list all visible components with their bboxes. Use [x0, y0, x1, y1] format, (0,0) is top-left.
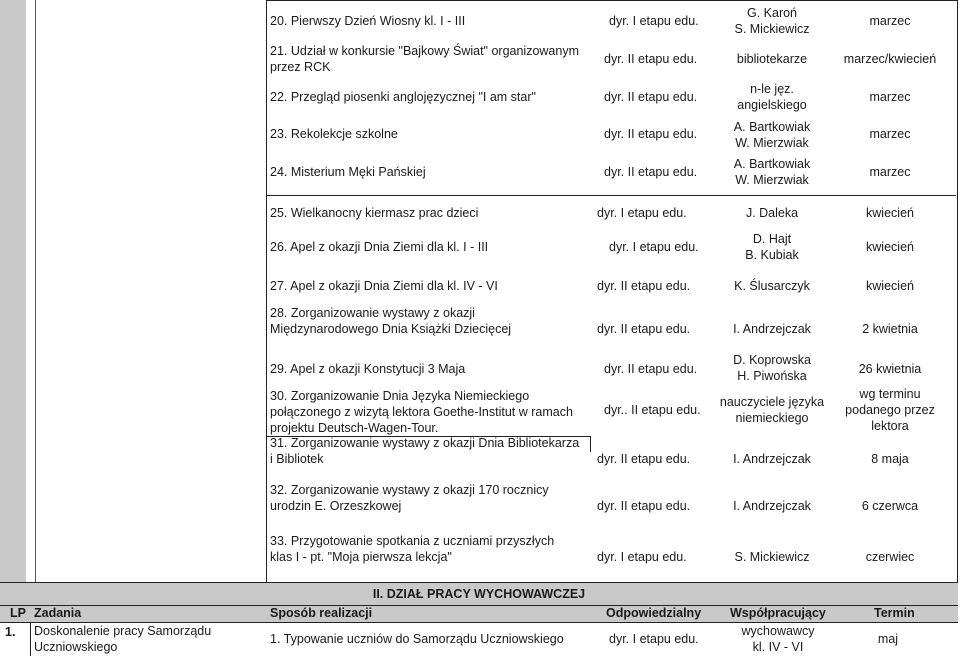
- who-33: dyr. I etapu edu.: [597, 550, 687, 564]
- resp-27: K. Ślusarczyk: [734, 279, 810, 293]
- row1-task: Doskonalenie pracy Samorządu: [34, 624, 212, 638]
- lp-column-border: [30, 622, 31, 656]
- term-20: marzec: [869, 14, 911, 28]
- row1-coop2: kl. IV - VI: [752, 640, 804, 654]
- cell-border: [590, 436, 591, 452]
- who-30: dyr.. II etapu edu.: [604, 403, 701, 417]
- who-23: dyr. II etapu edu.: [604, 127, 698, 141]
- term-30a: wg terminu: [859, 387, 921, 401]
- task-31: 31. Zorganizowanie wystawy z okazji Dnia Bibliotekarza: [270, 436, 580, 450]
- task-20: 20. Pierwszy Dzień Wiosny kl. I - III: [270, 14, 466, 28]
- term-27: kwiecień: [866, 279, 914, 293]
- resp-29b: H. Piwońska: [737, 369, 807, 383]
- resp-26b: B. Kubiak: [745, 248, 799, 262]
- resp-23a: A. Bartkowiak: [733, 120, 811, 134]
- task-27: 27. Apel z okazji Dnia Ziemi dla kl. IV - VI: [270, 279, 498, 293]
- resp-24b: W. Mierzwiak: [735, 173, 809, 187]
- row1-responsible: dyr. I etapu edu.: [609, 632, 699, 646]
- who-29: dyr. II etapu edu.: [604, 362, 698, 376]
- row1-coop: wychowawcy: [741, 624, 815, 638]
- term-24: marzec: [869, 165, 911, 179]
- task-22: 22. Przegląd piosenki anglojęzycznej "I am star": [270, 90, 536, 104]
- term-22: marzec: [869, 90, 911, 104]
- resp-22b: angielskiego: [737, 98, 807, 112]
- task-21: 21. Udział w konkursie "Bajkowy Świat" organizowanym: [270, 44, 580, 58]
- lp-column-band: [26, 0, 36, 582]
- term-26: kwiecień: [866, 240, 914, 254]
- task-31b: i Bibliotek: [270, 452, 324, 466]
- who-26: dyr. I etapu edu.: [609, 240, 699, 254]
- row-divider: [266, 195, 956, 196]
- col-header-tasks: Zadania: [34, 606, 82, 620]
- resp-24a: A. Bartkowiak: [733, 157, 811, 171]
- col-header-term: Termin: [874, 606, 915, 620]
- col-header-responsible: Odpowiedzialny: [606, 606, 702, 620]
- task-23: 23. Rekolekcje szkolne: [270, 127, 398, 141]
- resp-32: I. Andrzejczak: [733, 499, 811, 513]
- who-28: dyr. II etapu edu.: [597, 322, 691, 336]
- row1-method: 1. Typowanie uczniów do Samorządu Uczniowskiego: [270, 632, 564, 646]
- resp-20b: S. Mickiewicz: [734, 22, 810, 36]
- who-24: dyr. II etapu edu.: [604, 165, 698, 179]
- task-25: 25. Wielkanocny kiermasz prac dzieci: [270, 206, 479, 220]
- resp-26a: D. Hajt: [752, 232, 792, 246]
- resp-30b: niemieckiego: [735, 411, 809, 425]
- resp-22a: n-le jęz.: [750, 82, 794, 96]
- task-24: 24. Misterium Męki Pańskiej: [270, 165, 426, 179]
- task-32: 32. Zorganizowanie wystawy z okazji 170 rocznicy: [270, 483, 549, 497]
- term-23: marzec: [869, 127, 911, 141]
- row1-task2: Uczniowskiego: [34, 640, 118, 654]
- col-header-method: Sposób realizacji: [270, 606, 373, 620]
- header-bottom-border: [0, 622, 958, 623]
- who-20: dyr. I etapu edu.: [609, 14, 699, 28]
- resp-30a: nauczyciele języka: [719, 395, 825, 409]
- term-33: czerwiec: [865, 550, 915, 564]
- who-27: dyr. II etapu edu.: [597, 279, 691, 293]
- resp-20a: G. Karoń: [746, 6, 798, 20]
- resp-33: S. Mickiewicz: [734, 550, 810, 564]
- task-32b: urodzin E. Orzeszkowej: [270, 499, 402, 513]
- task-26: 26. Apel z okazji Dnia Ziemi dla kl. I - III: [270, 240, 489, 254]
- term-30c: lektora: [871, 419, 909, 433]
- left-margin-band: [0, 0, 27, 582]
- section-title: II. DZIAŁ PRACY WYCHOWAWCZEJ: [372, 587, 586, 601]
- col-header-cooperating: Współpracujący: [730, 606, 826, 620]
- resp-21: bibliotekarze: [736, 52, 808, 66]
- task-29: 29. Apel z okazji Konstytucji 3 Maja: [270, 362, 466, 376]
- term-25: kwiecień: [866, 206, 914, 220]
- who-25: dyr. I etapu edu.: [597, 206, 687, 220]
- task-30: 30. Zorganizowanie Dnia Języka Niemieckiego: [270, 389, 530, 403]
- row1-term: maj: [877, 632, 899, 646]
- task-33b: klas I - pt. "Moja pierwsza lekcja": [270, 550, 452, 564]
- task-28: 28. Zorganizowanie wystawy z okazji: [270, 306, 475, 320]
- task-30b: połączonego z wizytą lektora Goethe-Institut w ramach: [270, 405, 573, 419]
- resp-25: J. Daleka: [745, 206, 799, 220]
- resp-29a: D. Koprowska: [733, 353, 811, 367]
- term-21: marzec/kwiecień: [843, 52, 937, 66]
- task-21b: przez RCK: [270, 60, 331, 74]
- row1-lp: 1.: [5, 625, 16, 639]
- resp-23b: W. Mierzwiak: [735, 136, 809, 150]
- resp-31: I. Andrzejczak: [733, 452, 811, 466]
- term-32: 6 czerwca: [861, 499, 919, 513]
- term-28: 2 kwietnia: [862, 322, 918, 336]
- who-32: dyr. II etapu edu.: [597, 499, 691, 513]
- term-29: 26 kwietnia: [858, 362, 922, 376]
- col-header-lp: LP: [10, 606, 26, 620]
- who-21: dyr. II etapu edu.: [604, 52, 698, 66]
- who-22: dyr. II etapu edu.: [604, 90, 698, 104]
- term-30b: podanego przez: [845, 403, 935, 417]
- resp-28: I. Andrzejczak: [733, 322, 811, 336]
- who-31: dyr. II etapu edu.: [597, 452, 691, 466]
- task-30c: projektu Deutsch-Wagen-Tour.: [270, 421, 439, 435]
- task-33: 33. Przygotowanie spotkania z uczniami przyszłych: [270, 534, 555, 548]
- task-28b: Międzynarodowego Dnia Książki Dziecięcej: [270, 322, 512, 336]
- term-31: 8 maja: [871, 452, 909, 466]
